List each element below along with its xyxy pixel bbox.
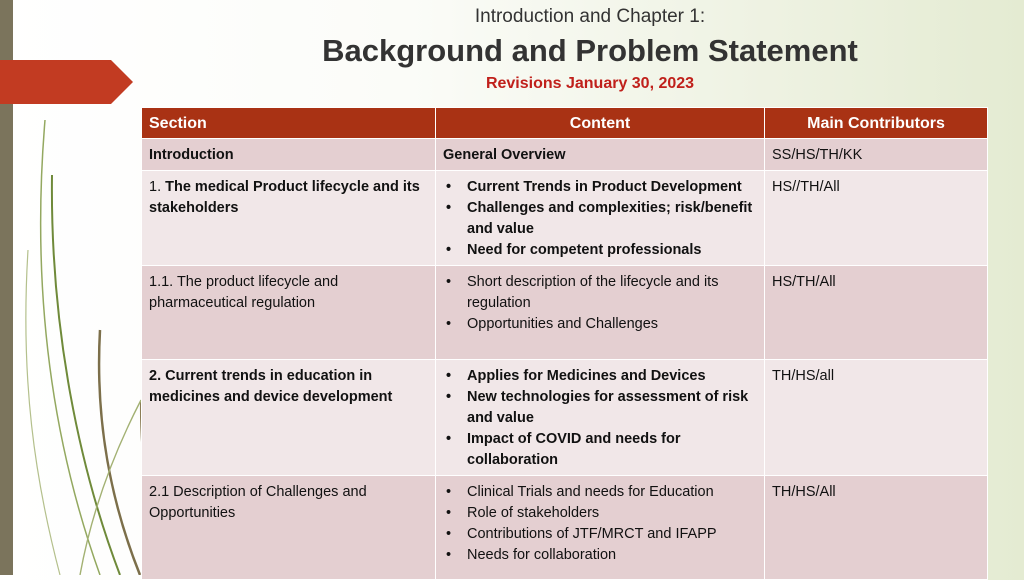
- section-cell: 1.1. The product lifecycle and pharmaceutical regulation: [142, 266, 436, 360]
- table-row: [142, 171, 988, 266]
- content-cell: [436, 171, 765, 266]
- content-bullet: • Current Trends in Product Development: [443, 177, 757, 198]
- table-row: [142, 266, 988, 360]
- arrow-banner-shape: [0, 60, 133, 104]
- content-bullet: • Opportunities and Challenges: [443, 314, 757, 335]
- content-bullet: • Need for competent professionals: [443, 240, 757, 261]
- table-row: [142, 139, 988, 171]
- table-row: [142, 476, 988, 580]
- contributors-cell: HS/TH/All: [765, 266, 988, 360]
- revision-date: Revisions January 30, 2023: [485, 75, 695, 92]
- contributors-cell: SS/HS/TH/KK: [765, 139, 988, 171]
- section-cell: 2.1 Description of Challenges and Opportunities: [142, 476, 436, 580]
- column-header-content: Content: [436, 108, 765, 139]
- contributors-cell: HS//TH/All: [765, 171, 988, 266]
- column-header-contributors: Main Contributors: [765, 108, 988, 139]
- content-cell: [436, 360, 765, 476]
- content-bullet: • Needs for collaboration: [443, 545, 757, 566]
- section-cell: 2. Current trends in education in medicines and device development: [142, 360, 436, 476]
- content-bullet: • New technologies for assessment of risk and value: [443, 387, 757, 429]
- content-bullet: • Contributions of JTF/MRCT and IFAPP: [443, 524, 757, 545]
- content-bullet: • Applies for Medicines and Devices: [443, 366, 757, 387]
- content-bullet: • Role of stakeholders: [443, 503, 757, 524]
- table-row: [142, 360, 988, 476]
- content-cell: General Overview: [436, 139, 765, 171]
- content-cell: [436, 266, 765, 360]
- content-bullet: • Impact of COVID and needs for collaboration: [443, 429, 757, 471]
- slide-title: Background and Problem Statement: [322, 33, 858, 68]
- content-bullet: • Clinical Trials and needs for Education: [443, 482, 757, 503]
- section-cell: Introduction: [142, 139, 436, 171]
- content-bullet: • Short description of the lifecycle and its regulation: [443, 272, 757, 314]
- contributors-cell: TH/HS/All: [765, 476, 988, 580]
- column-header-section: Section: [142, 108, 436, 139]
- content-cell: [436, 476, 765, 580]
- table-header-row: [142, 108, 988, 139]
- section-number: 1.: [149, 179, 166, 195]
- sections-table: [141, 107, 988, 580]
- content-bullet: • Challenges and complexities; risk/benefit and value: [443, 198, 757, 240]
- contributors-cell: TH/HS/all: [765, 360, 988, 476]
- section-cell: [142, 171, 436, 266]
- slide-subtitle: Introduction and Chapter 1:: [474, 6, 706, 27]
- section-title: The medical Product lifecycle and its stakeholders: [149, 179, 420, 216]
